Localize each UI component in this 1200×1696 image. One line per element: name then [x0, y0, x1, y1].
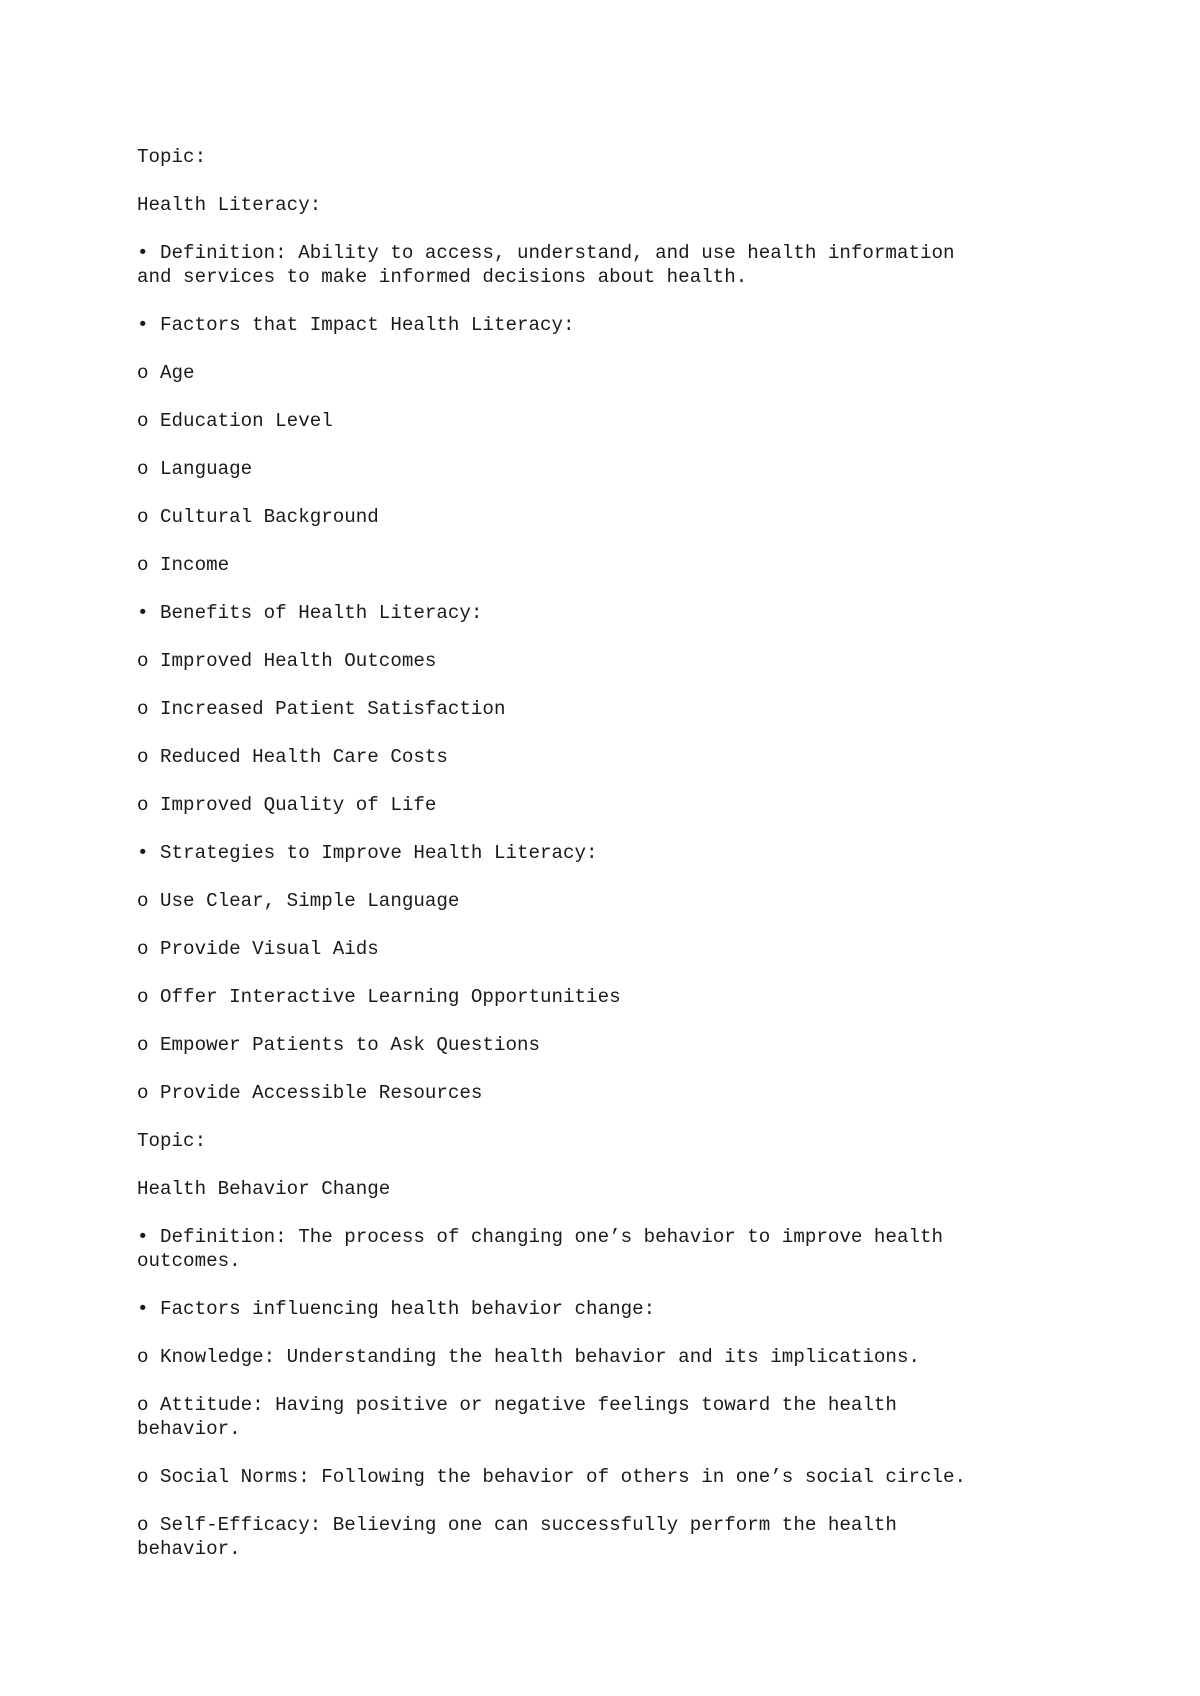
sub-item: o Attitude: Having positive or negative feelings toward the health behavior.: [137, 1394, 897, 1440]
bullet-item: • Definition: The process of changing one’s behavior to improve health outcomes.: [137, 1226, 944, 1272]
sub-item: o Cultural Background: [137, 506, 379, 528]
bullet-item: • Factors influencing health behavior change:: [137, 1298, 656, 1320]
sub-item: o Reduced Health Care Costs: [137, 746, 448, 768]
sub-item: o Improved Quality of Life: [137, 794, 437, 816]
sub-item: o Knowledge: Understanding the health behavior and its implications.: [137, 1346, 920, 1368]
sub-item: o Offer Interactive Learning Opportunities: [137, 986, 621, 1008]
section-heading: Health Behavior Change: [137, 1178, 391, 1200]
document-body: [137, 145, 1077, 1585]
bullet-item: • Definition: Ability to access, understand, and use health information and services to make informed decisions about health.: [137, 242, 955, 288]
sub-item: o Income: [137, 554, 230, 576]
sub-item: o Provide Visual Aids: [137, 938, 379, 960]
topic-label: Topic:: [137, 1130, 207, 1152]
sub-item: o Age: [137, 362, 195, 384]
sub-item: o Provide Accessible Resources: [137, 1082, 483, 1104]
sub-item: o Use Clear, Simple Language: [137, 890, 460, 912]
bullet-item: • Benefits of Health Literacy:: [137, 602, 483, 624]
topic-label: Topic:: [137, 146, 207, 168]
sub-item: o Improved Health Outcomes: [137, 650, 437, 672]
sub-item: o Social Norms: Following the behavior of others in one’s social circle.: [137, 1466, 967, 1488]
section-heading: Health Literacy:: [137, 194, 322, 216]
sub-item: o Increased Patient Satisfaction: [137, 698, 506, 720]
sub-item: o Empower Patients to Ask Questions: [137, 1034, 541, 1056]
sub-item: o Self-Efficacy: Believing one can successfully perform the health behavior.: [137, 1514, 897, 1560]
bullet-item: • Factors that Impact Health Literacy:: [137, 314, 575, 336]
sub-item: o Language: [137, 458, 253, 480]
sub-item: o Education Level: [137, 410, 333, 432]
bullet-item: • Strategies to Improve Health Literacy:: [137, 842, 598, 864]
